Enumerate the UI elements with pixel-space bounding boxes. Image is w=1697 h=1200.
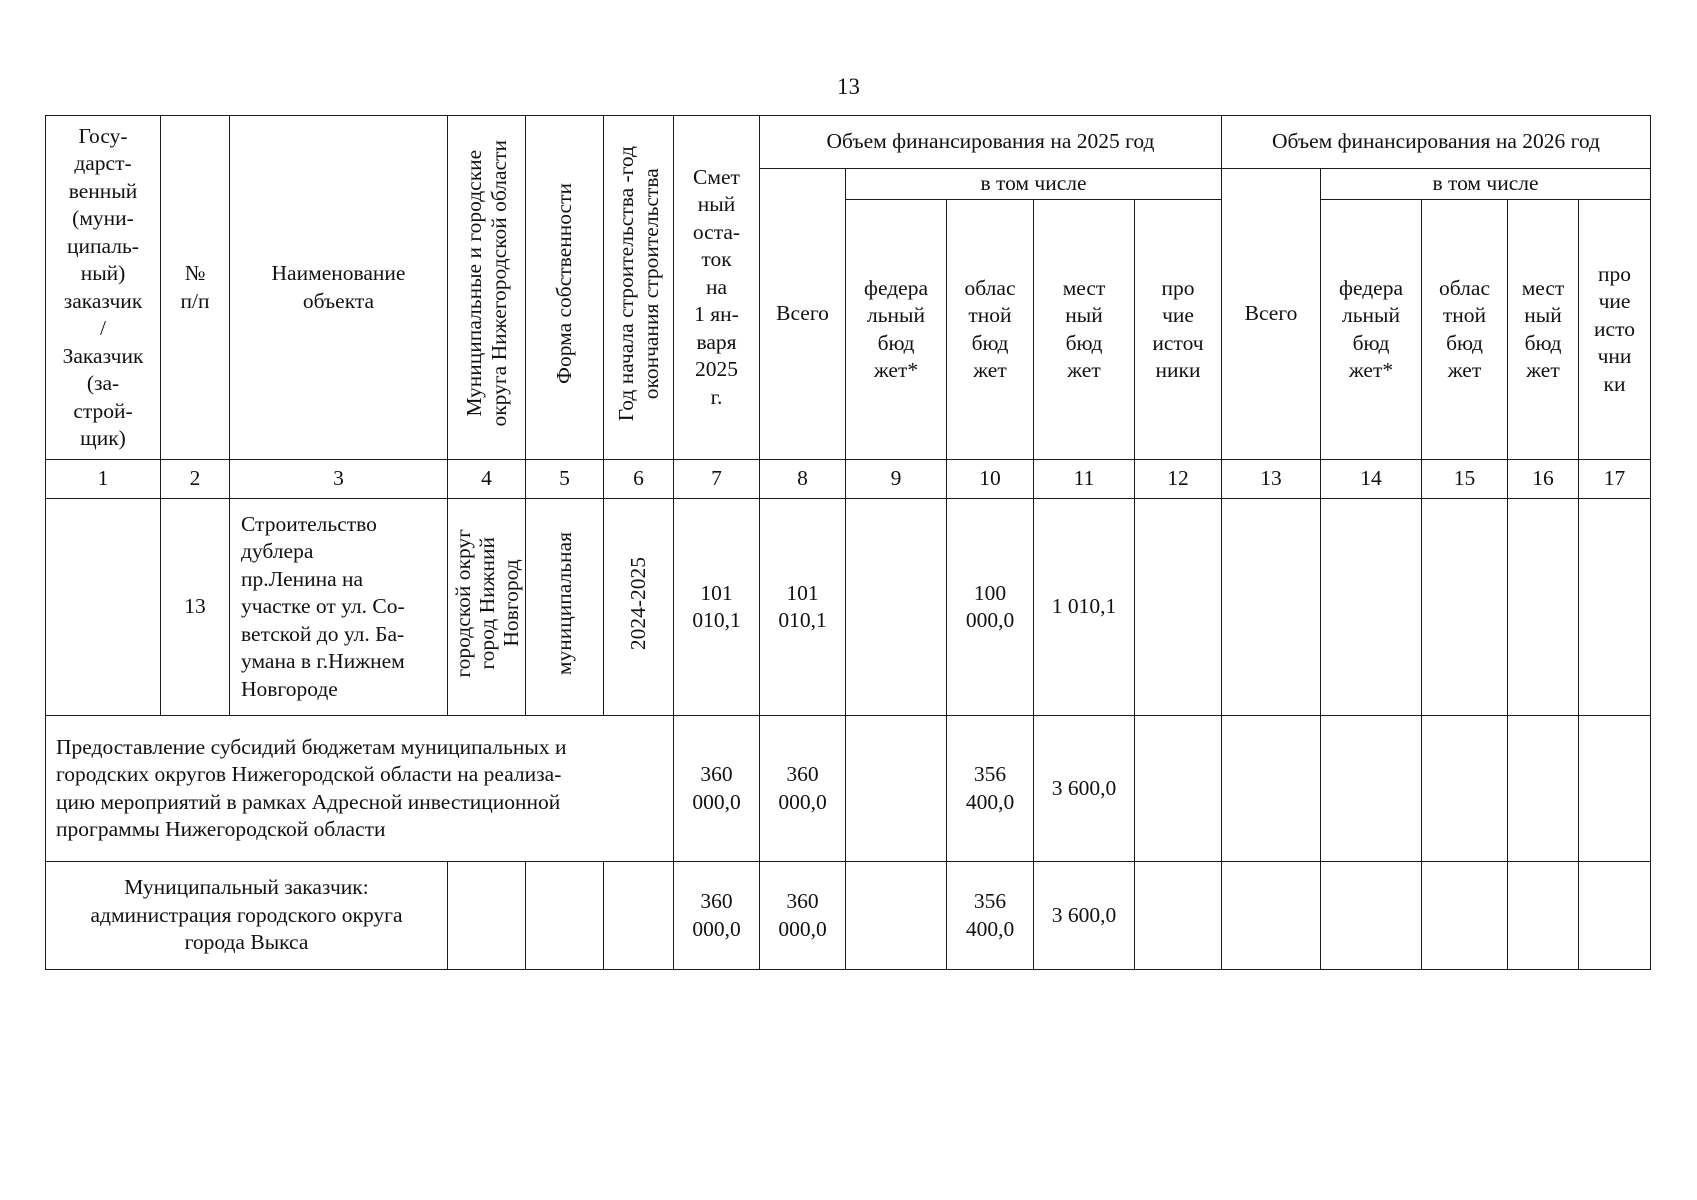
object-municipality: городской округ город Нижний Новгород — [448, 499, 526, 716]
object-estimate-balance: 101 010,1 — [674, 499, 760, 716]
header-total-2026: Всего — [1222, 169, 1321, 460]
object-other-2025 — [1135, 499, 1222, 716]
customer-federal-2025 — [846, 862, 947, 970]
subsidy-estimate-balance: 360 000,0 — [674, 716, 760, 862]
header-other-2026: про чие исто чни ки — [1579, 200, 1651, 460]
column-number: 15 — [1422, 460, 1508, 499]
column-number: 8 — [760, 460, 846, 499]
subsidy-row — [46, 716, 1651, 862]
header-regional-2025: облас тной бюд жет — [947, 200, 1034, 460]
customer-years — [604, 862, 674, 970]
customer-other-2025 — [1135, 862, 1222, 970]
investment-program-table — [45, 115, 1651, 970]
subsidy-local-2025: 3 600,0 — [1034, 716, 1135, 862]
column-number: 4 — [448, 460, 526, 499]
object-name: Строительство дублера пр.Ленина на участке от ул. Со- ветской до ул. Ба- умана в г.Нижнем Новгороде — [230, 499, 448, 716]
header-object-name: Наименование объекта — [230, 116, 448, 460]
header-funding-2026: Объем финансирования на 2026 год — [1222, 116, 1651, 169]
object-ownership: муниципальная — [526, 499, 604, 716]
customer-municipality — [448, 862, 526, 970]
header-funding-2025: Объем финансирования на 2025 год — [760, 116, 1222, 169]
column-number: 9 — [846, 460, 947, 499]
column-number: 6 — [604, 460, 674, 499]
column-number: 17 — [1579, 460, 1651, 499]
customer-row — [46, 862, 1651, 970]
object-total-2026 — [1222, 499, 1321, 716]
customer-local-2025: 3 600,0 — [1034, 862, 1135, 970]
subsidy-regional-2025: 356 400,0 — [947, 716, 1034, 862]
column-number: 13 — [1222, 460, 1321, 499]
column-number: 1 — [46, 460, 161, 499]
header-estimate-balance: Смет ный оста- ток на 1 ян- варя 2025 г. — [674, 116, 760, 460]
customer-regional-2026 — [1422, 862, 1508, 970]
header-number: № п/п — [161, 116, 230, 460]
subsidy-total-2025: 360 000,0 — [760, 716, 846, 862]
customer-federal-2026 — [1321, 862, 1422, 970]
header-municipalities: Муниципальные и городские округа Нижегородской области — [448, 116, 526, 460]
subsidy-federal-2026 — [1321, 716, 1422, 862]
object-row — [46, 499, 1651, 716]
column-number: 11 — [1034, 460, 1135, 499]
customer-estimate-balance: 360 000,0 — [674, 862, 760, 970]
column-number-row — [46, 460, 1651, 499]
subsidy-regional-2026 — [1422, 716, 1508, 862]
customer-local-2026 — [1508, 862, 1579, 970]
customer-other-2026 — [1579, 862, 1651, 970]
subsidy-other-2025 — [1135, 716, 1222, 862]
header-including-2026: в том числе — [1321, 169, 1651, 200]
customer-regional-2025: 356 400,0 — [947, 862, 1034, 970]
subsidy-federal-2025 — [846, 716, 947, 862]
customer-total-2026 — [1222, 862, 1321, 970]
object-regional-2026 — [1422, 499, 1508, 716]
header-local-2025: мест ный бюд жет — [1034, 200, 1135, 460]
customer-label: Муниципальный заказчик: администрация городского округа города Выкса — [46, 862, 448, 970]
customer-total-2025: 360 000,0 — [760, 862, 846, 970]
column-number: 10 — [947, 460, 1034, 499]
subsidy-other-2026 — [1579, 716, 1651, 862]
object-total-2025: 101 010,1 — [760, 499, 846, 716]
object-local-2025: 1 010,1 — [1034, 499, 1135, 716]
object-other-2026 — [1579, 499, 1651, 716]
customer-ownership — [526, 862, 604, 970]
header-construction-years: Год начала строительства -год окончания строительства — [604, 116, 674, 460]
column-number: 3 — [230, 460, 448, 499]
object-federal-2025 — [846, 499, 947, 716]
subsidy-label: Предоставление субсидий бюджетам муниципальных и городских округов Нижегородской области на реализа- цию мероприятий в рамках Адресной инвестиционной программы Нижегородской области — [46, 716, 674, 862]
object-regional-2025: 100 000,0 — [947, 499, 1034, 716]
header-row-1 — [46, 116, 1651, 169]
header-federal-2025: федера льный бюд жет* — [846, 200, 947, 460]
column-number: 5 — [526, 460, 604, 499]
header-total-2025: Всего — [760, 169, 846, 460]
column-number: 7 — [674, 460, 760, 499]
column-number: 2 — [161, 460, 230, 499]
object-number: 13 — [161, 499, 230, 716]
header-including-2025: в том числе — [846, 169, 1222, 200]
subsidy-local-2026 — [1508, 716, 1579, 862]
header-other-2025: про чие источ ники — [1135, 200, 1222, 460]
object-years: 2024-2025 — [604, 499, 674, 716]
object-customer-cell — [46, 499, 161, 716]
subsidy-total-2026 — [1222, 716, 1321, 862]
object-federal-2026 — [1321, 499, 1422, 716]
header-federal-2026: федера льный бюд жет* — [1321, 200, 1422, 460]
page-number: 13 — [837, 74, 860, 99]
header-customer: Госу- дарст- венный (муни- ципаль- ный) заказчик / Заказчик (за- строй- щик) — [46, 116, 161, 460]
column-number: 16 — [1508, 460, 1579, 499]
column-number: 12 — [1135, 460, 1222, 499]
column-number: 14 — [1321, 460, 1422, 499]
object-local-2026 — [1508, 499, 1579, 716]
header-local-2026: мест ный бюд жет — [1508, 200, 1579, 460]
header-ownership: Форма собственности — [526, 116, 604, 460]
header-regional-2026: облас тной бюд жет — [1422, 200, 1508, 460]
